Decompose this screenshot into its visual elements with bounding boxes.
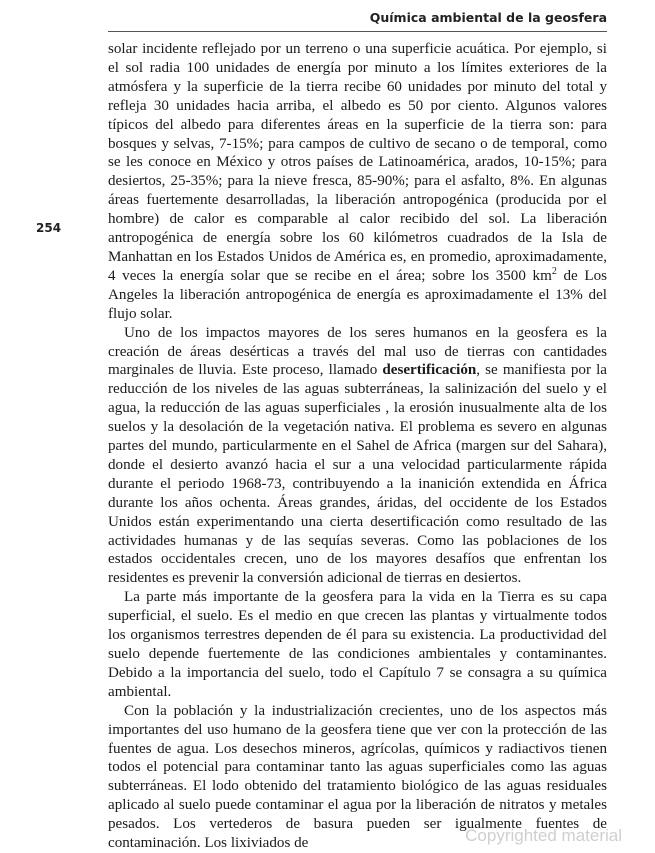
body-text bbox=[108, 40, 607, 853]
paragraph-desertification-text: Uno de los impactos mayores de los seres humanos en la geosfera es la creación de áreas desérticas a través del mal uso de tierras con cantidades marginales de lluvia. Este proceso, llamado bbox=[108, 324, 607, 379]
page-number: 254 bbox=[36, 221, 62, 235]
paragraph-albedo-text: solar incidente reflejado por un terreno o una superficie acuática. Por ejemplo, si el sol radia 100 unidades de energía por minuto a los límites exteriores de la atmósfera y la superficie de la tierra recibe 60 unidades por minuto del total y refleja 30 unidades hacia arriba, el albedo es 50 por ciento. Algunos valores típicos del albedo para diferentes áreas en la superficie de la tierra son: para bosques y selvas, 7-15%; para campos de cultivo de secano o de temporal, como se les conoce en México y otros países de Latinoamérica, arados, 10-15%; para desiertos, 25-35%; para la nieve fresca, 85-90%; para el asfalto, 8%. En algunas áreas fuertemente desarrolladas, la liberación antropogénica (producida por el hombre) de calor es comparable al calor recibido del sol. La liberación antropogénica de energía sobre los 60 kilómetros cuadrados de la Isla de Manhattan en los Estados Unidos de América es, en promedio, aproximadamente, 4 veces la energía solar que se recibe en el área; sobre los 3500 km bbox=[108, 41, 607, 284]
paragraph-water: Con la población y la industrialización crecientes, uno de los aspectos más importantes del uso humano de la geosfera tiene que ver con la protección de las fuentes de agua. Los desechos mineros, agrícolas, químicos y radiactivos tienen todos el potencial para contaminar tanto las aguas superficiales como las aguas subterráneas. El lodo obtenido del tratamiento biológico de las aguas residuales aplicado al suelo puede contaminar el agua por la liberación de nitratos y metales pesados. Los vertederos de basura pueden ser igualmente fuentes de contaminación. Los lixiviados de bbox=[108, 702, 607, 852]
header-rule bbox=[108, 31, 607, 32]
term-desertificacion: desertificación bbox=[382, 362, 477, 379]
paragraph-desertification-end: , se manifiesta por la reducción de los niveles de las aguas subterráneas, la salinización del suelo y el agua, la reducción de las aguas superficiales , la erosión inusualmente alta de los suelos y la desolación de la vegetación nativa. El problema es severo en algunas partes del mundo, particularmente en el Sahel de Africa (margen sur del Sahara), donde el desierto avanzó hacia el sur a una velocidad particularmente rápida durante el periodo 1968-73, contribuyendo a la inanición extendida en África durante los años ochenta. Áreas grandes, áridas, del occidente de los Estados Unidos están experimentando una cierta desertificación como resultado de las actividades humanas y de las sequías severas. Como las poblaciones de los estados occidentales crecen, uno de los mayores desafíos que enfrentan los residentes es prevenir la conversión adicional de tierras en desiertos. bbox=[108, 362, 607, 587]
paragraph-albedo-end: de Los Angeles la liberación antropogénica de energía es aproximadamente el 13% del flujo solar. bbox=[108, 267, 607, 322]
paragraph-soil: La parte más importante de la geosfera para la vida en la Tierra es su capa superficial, el suelo. Es el medio en que crecen las plantas y virtualmente todos los organismos terrestres dependen de él para su existencia. La productividad del suelo depende fuertemente de las condiciones ambientales y contaminantes. Debido a la importancia del suelo, todo el Capítulo 7 se consagra a su química ambiental. bbox=[108, 589, 607, 700]
running-title: Química ambiental de la geosfera bbox=[369, 10, 607, 25]
paragraph-desertification bbox=[108, 324, 607, 589]
paragraph-albedo bbox=[108, 40, 607, 324]
copyright-watermark: Copyrighted material bbox=[465, 826, 622, 845]
superscript-squared: 2 bbox=[551, 265, 557, 277]
